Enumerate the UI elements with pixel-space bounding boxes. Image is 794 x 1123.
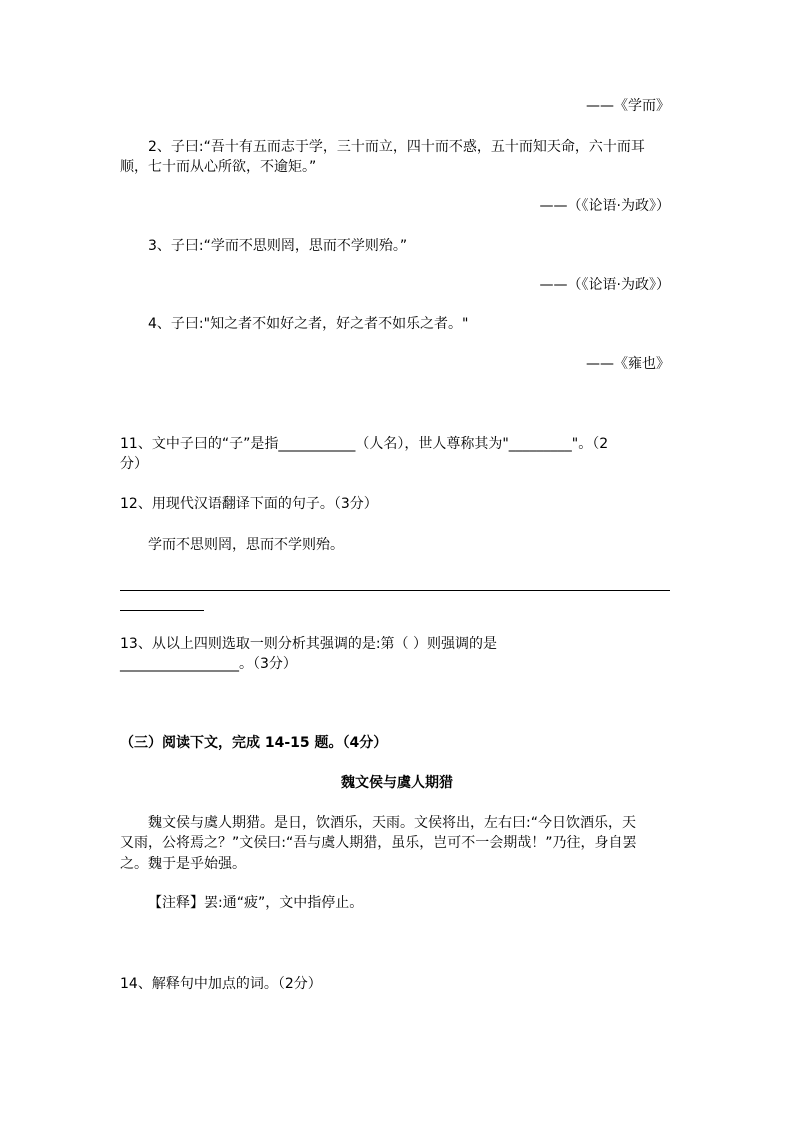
question-13-line-1: 13、从以上四则选取一则分析其强调的是:第（ ）则强调的是 — [120, 636, 497, 652]
passage-line-1: 魏文侯与虞人期猎。是日，饮酒乐，天雨。文侯将出，左右曰:“今日饮酒乐，天 — [148, 815, 636, 831]
passage-title: 魏文侯与虞人期猎 — [341, 775, 453, 791]
attribution-weizheng-1: ——（《论语·为政》） — [539, 198, 670, 214]
question-12-sentence: 学而不思则罔，思而不学则殆。 — [148, 537, 344, 553]
question-11-line-1: 11、文中子曰的“子”是指___________（人名），世人尊称其为"_________"。（2 — [120, 436, 609, 452]
question-13-line-2: _________________。（3分） — [120, 656, 297, 672]
passage-line-2: 又雨，公将焉之？”文侯曰:“吾与虞人期猎，虽乐，岂可不一会期哉！”乃往，身自罢 — [120, 835, 637, 851]
attribution-yongye: ——《雍也》 — [586, 356, 670, 372]
question-11-line-2: 分） — [120, 456, 148, 472]
passage-line-3: 之。魏于是乎始强。 — [120, 856, 246, 872]
attribution-weizheng-2: ——（《论语·为政》） — [539, 277, 670, 293]
annotation-note: 【注释】罢:通“疲”，文中指停止。 — [148, 895, 364, 911]
quote-4: 4、子曰:"知之者不如好之者，好之者不如乐之者。" — [148, 316, 469, 332]
section-3-header: （三）阅读下文，完成 14-15 题。（4分） — [120, 735, 388, 751]
quote-2-line-2: 顺，七十而从心所欲，不逾矩。” — [120, 159, 317, 175]
quote-3: 3、子曰:“学而不思则罔，思而不学则殆。” — [148, 238, 408, 254]
question-14: 14、解释句中加点的词。（2分） — [120, 976, 322, 992]
answer-line-short — [120, 610, 204, 611]
answer-line-long — [120, 590, 670, 591]
quote-2-line-1: 2、子曰:“吾十有五而志于学，三十而立，四十而不惑，五十而知天命，六十而耳 — [148, 139, 645, 155]
question-12: 12、用现代汉语翻译下面的句子。（3分） — [120, 496, 378, 512]
attribution-xueer: ——《学而》 — [586, 98, 670, 114]
